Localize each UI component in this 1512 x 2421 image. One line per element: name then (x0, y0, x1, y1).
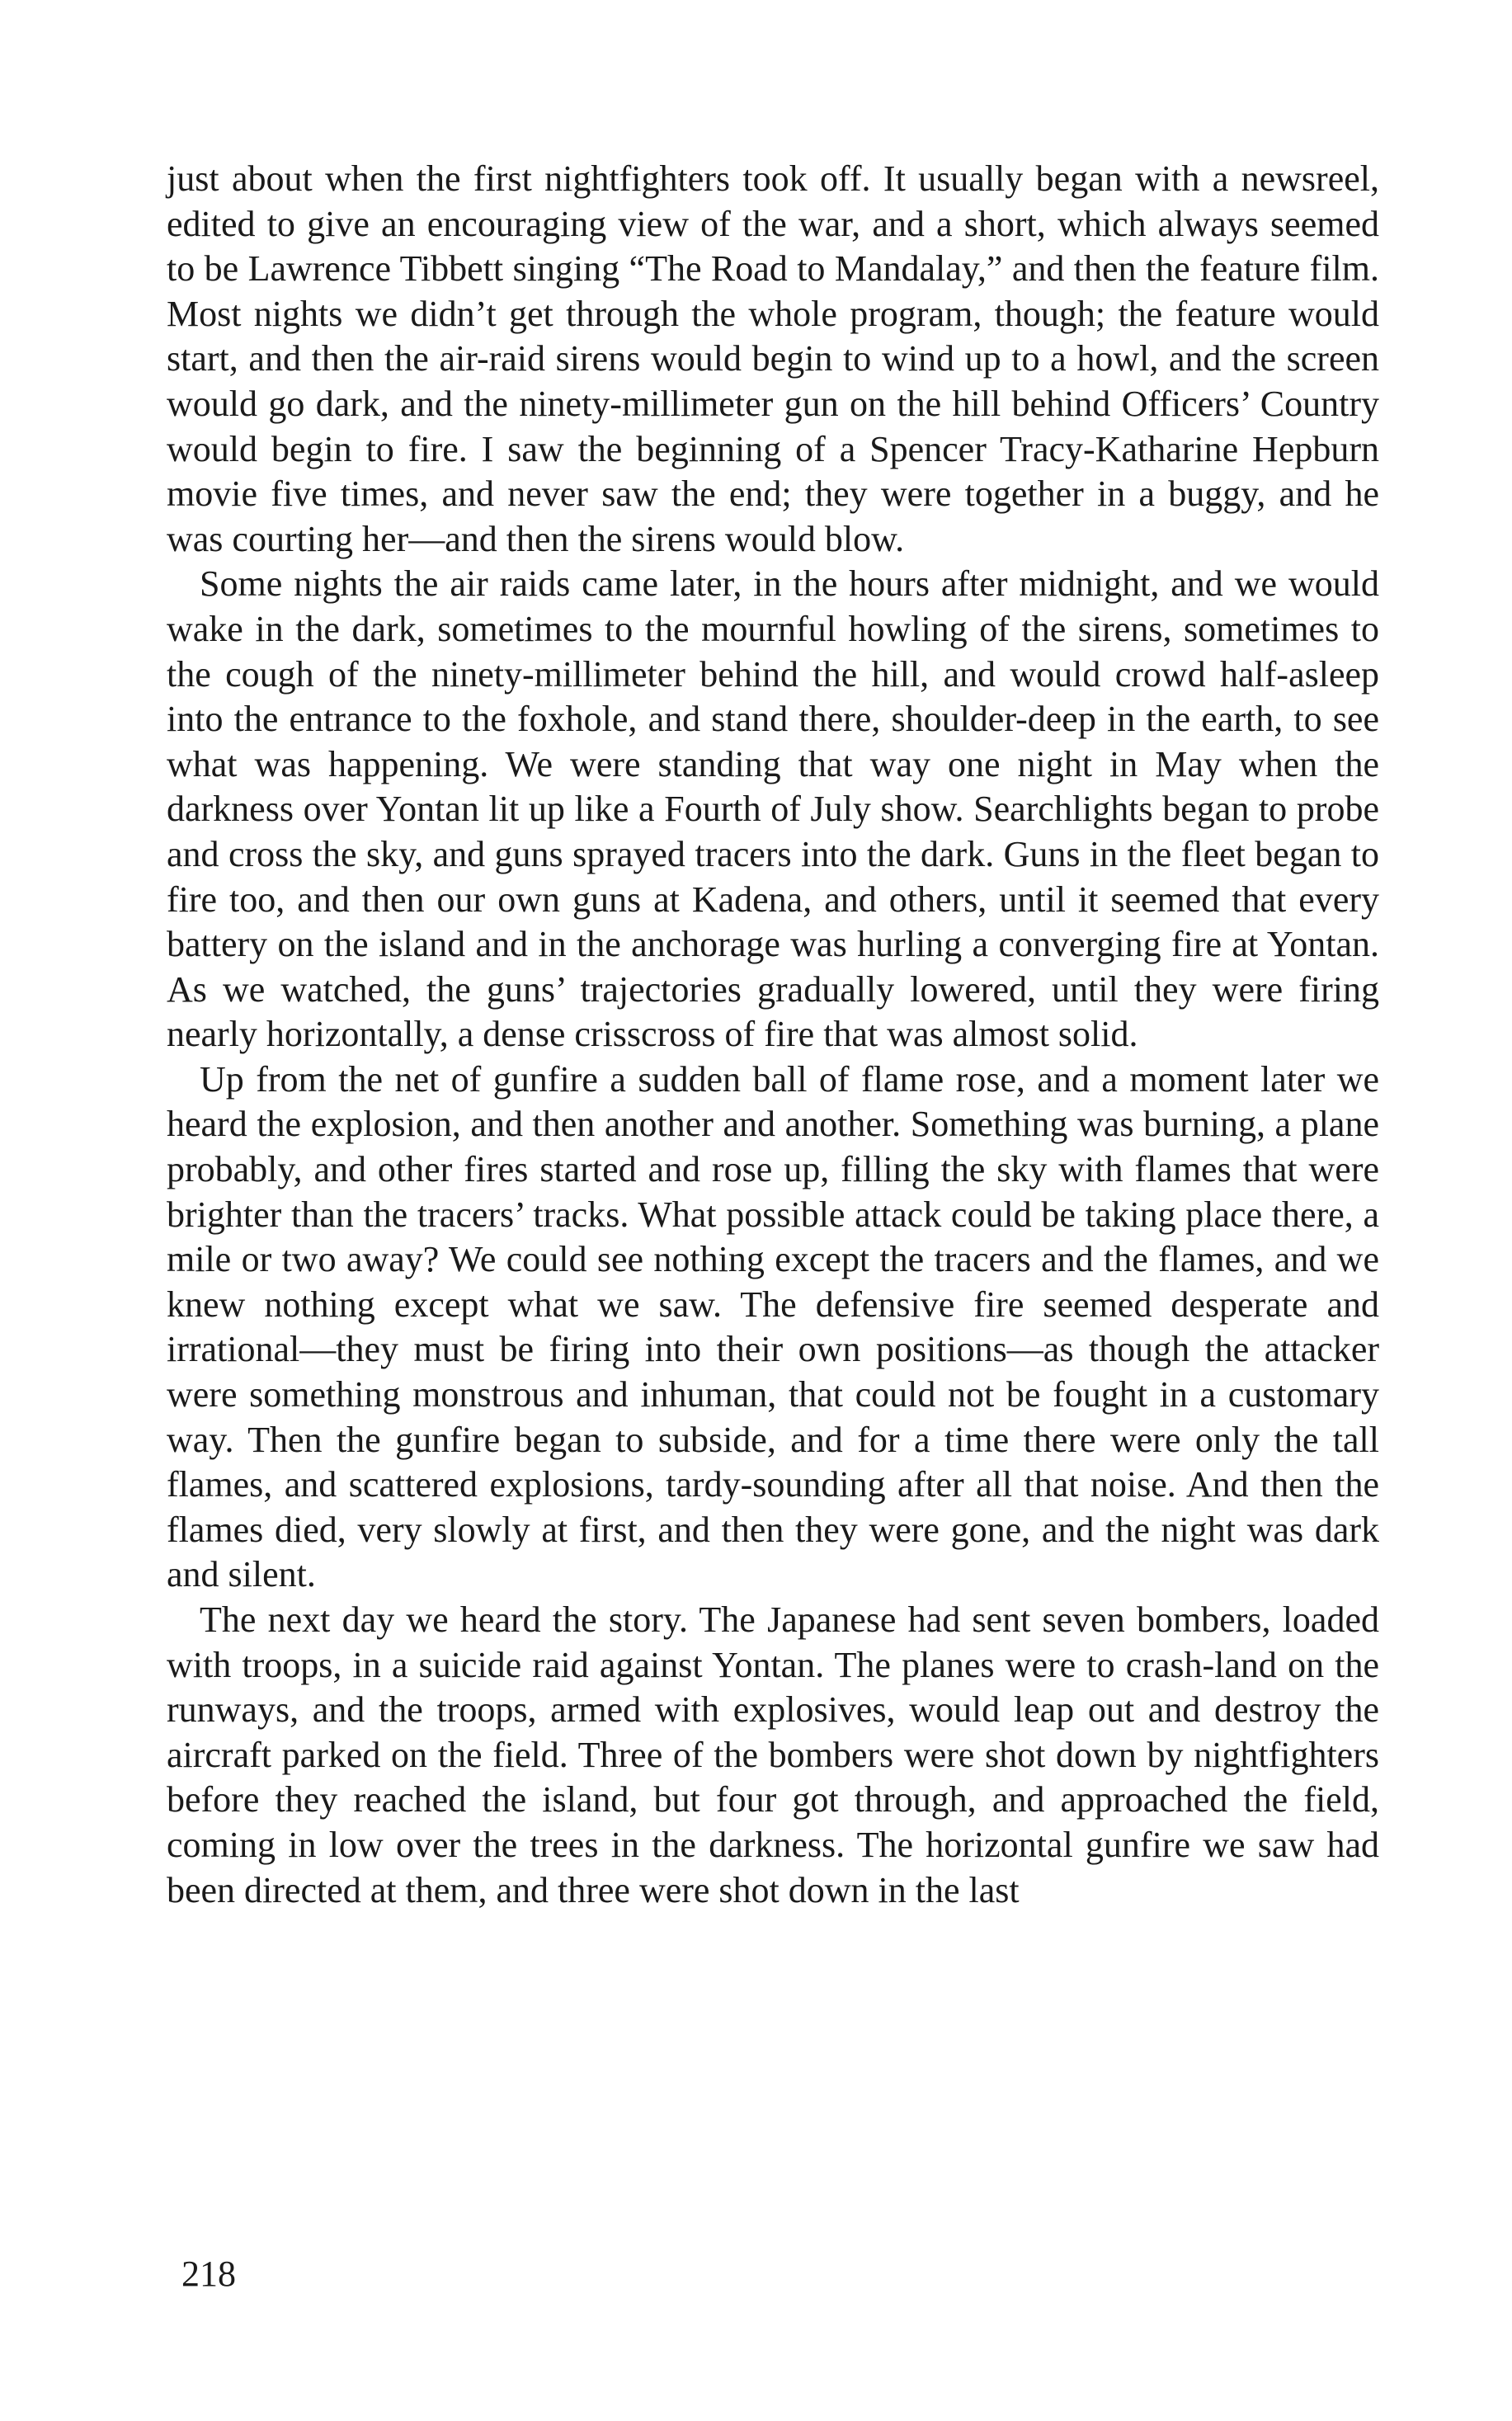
paragraph-next-day: The next day we heard the story. The Japanese had sent seven bombers, loaded with troops, in a suicide raid against Yontan. The planes were to crash-land on the runways, and the troops, armed with explosives, would leap out and destroy the aircraft parked on the field. Three of the bombers were shot down by nightfighters before they reached the island, but four got through, and approached the field, coming in low over the trees in the darkness. The horizontal gunfire we saw had been directed at them, and three were shot down in the last (167, 1599, 1379, 1910)
body-text (167, 157, 1379, 1913)
paragraph-continued: just about when the first nightfighters took off. It usually began with a newsreel, edited to give an encouraging view of the war, and a short, which always seemed to be Lawrence Tibbett singing “The Road to Mandalay,” and then the feature film. Most nights we didn’t get through the whole program, though; the feature would start, and then the air-raid sirens would begin to wind up to a howl, and the screen would go dark, and the ninety-millimeter gun on the hill behind Officers’ Country would begin to fire. I saw the beginning of a Spencer Tracy-Katharine Hepburn movie five times, and never saw the end; they were together in a buggy, and he was courting her—and then the sirens would blow. (167, 158, 1379, 559)
paragraph-gunfire: Up from the net of gunfire a sudden ball of flame rose, and a moment later we heard the explosion, and then another and another. Something was burning, a plane probably, and other fires started and rose up, filling the sky with flames that were brighter than the tracers’ tracks. What possible attack could be taking place there, a mile or two away? We could see nothing except the tracers and the flames, and we knew nothing except what we saw. The defensive fire seemed desperate and irrational—they must be firing into their own positions—as though the attacker were something monstrous and inhuman, that could not be fought in a customary way. Then the gunfire began to subside, and for a time there were only the tall flames, and scattered explosions, tardy-sounding after all that noise. And then the flames died, very slowly at first, and then they were gone, and the night was dark and silent. (167, 1058, 1379, 1595)
paragraph-air-raids: Some nights the air raids came later, in the hours after midnight, and we would wake in the dark, sometimes to the mournful howling of the sirens, sometimes to the cough of the ninety-millimeter behind the hill, and would crowd half-asleep into the entrance to the foxhole, and stand there, shoulder-deep in the earth, to see what was happening. We were standing that way one night in May when the darkness over Yontan lit up like a Fourth of July show. Searchlights began to probe and cross the sky, and guns sprayed tracers into the dark. Guns in the fleet began to fire too, and then our own guns at Kadena, and others, until it seemed that every battery on the island and in the anchorage was hurling a converging fire at Yontan. As we watched, the guns’ trajectories gradually lowered, until they were firing nearly horizontally, a dense crisscross of fire that was almost solid. (167, 563, 1379, 1055)
page-number: 218 (181, 2254, 236, 2294)
